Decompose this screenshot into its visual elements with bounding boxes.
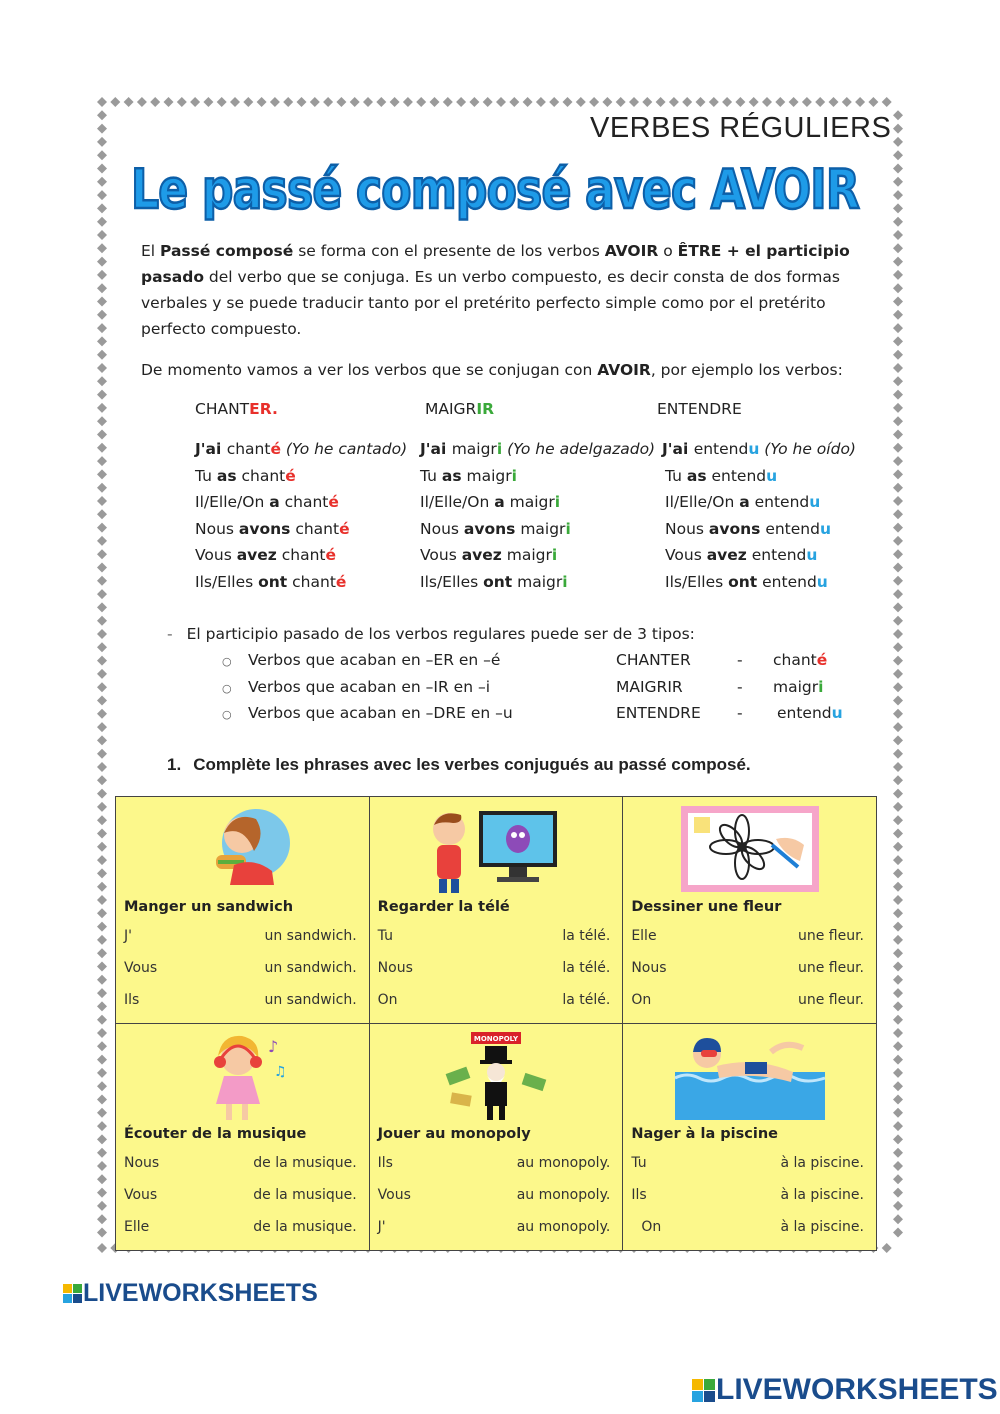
answer-line[interactable] — [124, 1187, 357, 1205]
sentence-ending: au monopoly. — [516, 1155, 611, 1171]
subject-pronoun: Tu — [631, 1155, 647, 1171]
conjugation-line: J'ai entendu (Yo he oído) — [662, 440, 856, 458]
answer-line[interactable] — [631, 992, 864, 1010]
conjugation-line: Ils/Elles ont maigri — [420, 572, 568, 591]
task-label: Regarder la télé — [377, 899, 510, 915]
answer-line[interactable] — [124, 992, 357, 1010]
conjugation-line: Tu as chanté — [195, 466, 296, 485]
sentence-ending: de la musique. — [253, 1219, 357, 1235]
exercise-cell — [623, 1024, 877, 1251]
answer-line[interactable] — [378, 960, 611, 978]
participle-example: maigri — [773, 677, 824, 696]
exercise-cell — [369, 1024, 623, 1251]
participle-lead: - El participio pasado de los verbos regulares puede ser de 3 tipos: — [167, 625, 695, 643]
participle-verb: ENTENDRE — [616, 704, 701, 722]
intro-line: perfecto compuesto. — [141, 320, 302, 338]
conjugation-line: Ils/Elles ont chanté — [195, 572, 347, 591]
monopoly-label: MONOPOLY — [473, 1035, 519, 1043]
participle-dash: - — [737, 704, 743, 722]
conjugation-line: Il/Elle/On a entendu — [665, 493, 821, 511]
sentence-ending: de la musique. — [253, 1187, 357, 1203]
conjugation-line: Nous avons entendu — [665, 519, 832, 538]
subject-pronoun: J' — [377, 1219, 386, 1235]
sentence-ending: la télé. — [562, 960, 611, 976]
subject-pronoun: Tu — [377, 928, 393, 944]
liveworksheets-logo-footer[interactable]: LIVEWORKSHEETS — [692, 1373, 998, 1407]
answer-line[interactable] — [124, 928, 357, 946]
liveworksheets-icon — [692, 1379, 716, 1403]
verb-heading: MAIGRIR — [425, 400, 495, 418]
sentence-ending: à la piscine. — [780, 1219, 864, 1235]
swimming-picture — [675, 1032, 825, 1124]
subject-pronoun: On — [377, 992, 398, 1008]
monopoly-picture — [435, 1032, 557, 1128]
subject-pronoun: Nous — [631, 960, 667, 976]
conjugation-line: Il/Elle/On a chanté — [195, 493, 339, 511]
answer-line[interactable] — [124, 1219, 357, 1237]
conjugation-line: Ils/Elles ont entendu — [665, 572, 828, 591]
exercise-instruction: 1. Complète les phrases avec les verbes conjugués au passé composé. — [167, 755, 751, 774]
conjugation-line: Tu as maigri — [420, 466, 517, 485]
participle-dash: - — [737, 651, 743, 669]
subject-pronoun: Nous — [124, 1155, 160, 1171]
svg-text:♫: ♫ — [274, 1064, 287, 1080]
sentence-ending: une fleur. — [797, 992, 864, 1008]
conjugation-line: J'ai chanté (Yo he cantado) — [195, 440, 408, 458]
bullet-icon: ○ — [222, 708, 232, 721]
conjugation-line: Vous avez entendu — [665, 546, 818, 564]
subject-pronoun: Elle — [631, 928, 657, 944]
participle-dash: - — [737, 677, 743, 696]
conjugation-line: Il/Elle/On a maigri — [420, 493, 561, 511]
page-title — [125, 152, 865, 224]
verb-heading: CHANTER. — [195, 400, 278, 418]
bullet-icon: ○ — [222, 655, 232, 668]
subject-pronoun: Nous — [377, 960, 413, 976]
task-label: Nager à la piscine — [631, 1126, 778, 1142]
subject-pronoun: Ils — [631, 1187, 647, 1203]
sentence-ending: au monopoly. — [516, 1219, 611, 1235]
intro-line: verbales y se puede traducir tanto por el pretérito perfecto simple como por el pretérito — [141, 294, 826, 312]
subtitle-verbes-reguliers: VERBES RÉGULIERS — [590, 112, 892, 144]
participle-rule: Verbos que acaban en –IR en –i — [248, 677, 491, 696]
intro-line: pasado del verbo que se conjuga. Es un verbo compuesto, es decir consta de dos formas — [141, 268, 840, 286]
task-label: Jouer au monopoly — [377, 1126, 531, 1142]
conjugation-line: Nous avons maigri — [420, 519, 571, 538]
answer-line[interactable] — [124, 960, 357, 978]
answer-line[interactable] — [631, 1155, 864, 1173]
subject-pronoun: On — [631, 992, 652, 1008]
sentence-ending: à la piscine. — [780, 1187, 864, 1203]
bullet-icon: ○ — [222, 681, 232, 695]
sentence-ending: une fleur. — [797, 960, 864, 976]
answer-line[interactable] — [378, 1187, 611, 1205]
exercise-cell — [623, 797, 877, 1024]
participle-rule: Verbos que acaban en –ER en –é — [248, 651, 501, 669]
exercise-cell — [369, 797, 623, 1024]
subject-pronoun: Vous — [377, 1187, 411, 1203]
participle-example: entendu — [777, 704, 843, 722]
answer-line[interactable] — [631, 1219, 864, 1237]
exercise-cell — [116, 1024, 370, 1251]
sentence-ending: une fleur. — [797, 928, 864, 944]
participle-verb: MAIGRIR — [616, 677, 683, 696]
sentence-ending: au monopoly. — [516, 1187, 611, 1203]
sentence-ending: un sandwich. — [264, 992, 357, 1008]
answer-line[interactable] — [631, 928, 864, 946]
title-text: Le passé composé avec AVOIR — [131, 158, 860, 221]
conjugation-line: Vous avez chanté — [195, 546, 337, 564]
liveworksheets-icon — [63, 1284, 83, 1304]
task-label: Manger un sandwich — [124, 899, 294, 915]
answer-line[interactable] — [631, 960, 864, 978]
conjugation-line: Nous avons chanté — [195, 519, 350, 538]
conjugation-line: J'ai maigri (Yo he adelgazado) — [420, 440, 656, 458]
sentence-ending: à la piscine. — [780, 1155, 864, 1171]
svg-text:♪: ♪ — [268, 1037, 279, 1056]
exercise-cell — [116, 797, 370, 1024]
answer-line[interactable] — [378, 928, 611, 946]
task-label: Écouter de la musique — [124, 1126, 307, 1142]
participle-example: chanté — [773, 651, 828, 669]
participle-verb: CHANTER — [616, 651, 691, 669]
intro-line: De momento vamos a ver los verbos que se conjugan con AVOIR, por ejemplo los verbos: — [141, 361, 843, 379]
drawing-flower-picture — [680, 805, 820, 897]
conjugation-line: Vous avez maigri — [420, 546, 558, 564]
watching-tv-picture — [431, 805, 561, 901]
verb-heading: ENTENDRE — [657, 400, 742, 418]
conjugation-line: Tu as entendu — [665, 466, 778, 485]
liveworksheets-logo[interactable]: LIVEWORKSHEETS — [63, 1279, 318, 1308]
answer-line[interactable] — [378, 1155, 611, 1173]
task-label: Dessiner une fleur — [631, 899, 782, 915]
subject-pronoun: Ils — [124, 992, 140, 1008]
subject-pronoun: Ils — [377, 1155, 393, 1171]
sentence-ending: la télé. — [562, 992, 611, 1008]
eating-sandwich-picture — [194, 805, 290, 889]
sentence-ending: la télé. — [562, 928, 611, 944]
subject-pronoun: On — [641, 1219, 662, 1235]
sentence-ending: un sandwich. — [264, 928, 357, 944]
participle-rule: Verbos que acaban en –DRE en –u — [248, 704, 513, 722]
intro-line: El Passé composé se forma con el presente de los verbos AVOIR o ÊTRE + el participio — [141, 242, 850, 260]
subject-pronoun: J' — [124, 928, 132, 944]
answer-line[interactable] — [124, 1155, 357, 1173]
answer-line[interactable] — [378, 992, 611, 1010]
subject-pronoun: Vous — [124, 1187, 158, 1203]
sentence-ending: un sandwich. — [264, 960, 357, 976]
sentence-ending: de la musique. — [253, 1155, 357, 1171]
subject-pronoun: Vous — [124, 960, 158, 976]
listening-music-picture — [194, 1032, 290, 1128]
exercise-grid — [115, 796, 877, 1251]
answer-line[interactable] — [378, 1219, 611, 1237]
subject-pronoun: Elle — [124, 1219, 150, 1235]
answer-line[interactable] — [631, 1187, 864, 1205]
